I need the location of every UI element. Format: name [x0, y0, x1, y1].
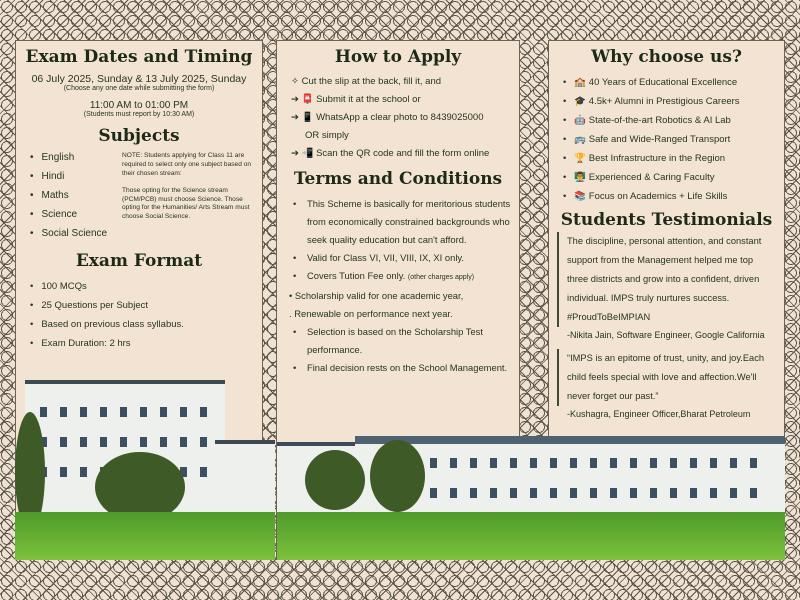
apply-step: ➔ 📲 Scan the QR code and fill the form online	[291, 148, 490, 159]
exam-time: 11:00 AM to 01:00 PM	[89, 100, 189, 111]
subject-item: • Science	[24, 209, 102, 228]
time-note: (Students must report by 10:30 AM)	[83, 111, 195, 118]
apply-step: ➔ 📱 WhatsApp a clear photo to 8439025000	[291, 112, 484, 123]
exam-dates: 06 July 2025, Sunday & 13 July 2025, Sunday	[31, 73, 247, 85]
subjects-note-stream: Those opting for the Science stream (PCM/PCB) must choose Science. Those opting for the Humanities/ Arts Stream must choose Social Science.	[122, 186, 250, 221]
fee-note: (other charges apply)	[407, 274, 475, 281]
term-item: • This Scheme is basically for meritorious students from economically constrained backgrounds who seek quality education but can't afford.	[285, 195, 511, 249]
tree	[370, 440, 425, 512]
testimonial-author: -Nikita Jain, Software Engineer, Google California	[567, 330, 765, 340]
format-item: • 100 MCQs	[24, 277, 254, 296]
apply-step: OR simply	[305, 130, 349, 141]
testimonial-quote: “IMPS is an epitome of trust, unity, and joy.Each child feels special with love and affection.We'll never forget our past.”	[557, 349, 776, 406]
subject-item: • Maths	[24, 190, 102, 209]
why-item: • 🚌 Safe and Wide-Ranged Transport	[557, 130, 776, 149]
school-building-photo-left	[15, 372, 275, 560]
lawn	[15, 512, 275, 560]
term-item: • Selection is based on the Scholarship Test performance.	[285, 323, 511, 359]
term-item: • Valid for Class VI, VII, VIII, IX, XI only.	[285, 249, 511, 267]
term-item	[285, 267, 511, 287]
why-title: Why choose us?	[591, 47, 742, 67]
subject-item: • Social Science	[24, 228, 102, 247]
tree	[305, 450, 365, 510]
windows	[40, 437, 220, 447]
subject-item: • Hindi	[24, 171, 102, 190]
subject-item: • English	[24, 152, 102, 171]
apply-step: ✧ Cut the slip at the back, fill it, and	[291, 76, 442, 87]
why-item: • 👨‍🏫 Experienced & Caring Faculty	[557, 168, 776, 187]
format-title: Exam Format	[75, 251, 203, 271]
format-item: • Exam Duration: 2 hrs	[24, 334, 254, 353]
building-middle	[215, 440, 275, 520]
term-text: Covers Tution Fee only.	[307, 270, 406, 281]
windows	[410, 488, 760, 498]
why-item: • 🎓 4.5k+ Alumni in Prestigious Careers	[557, 92, 776, 111]
school-building-photo-right	[277, 436, 785, 560]
format-item: • Based on previous class syllabus.	[24, 315, 254, 334]
apply-step: ➔ 📮 Submit it at the school or	[291, 94, 421, 105]
subjects-title: Subjects	[98, 126, 180, 146]
why-item: • 🏆 Best Infrastructure in the Region	[557, 149, 776, 168]
format-item: • 25 Questions per Subject	[24, 296, 254, 315]
lawn	[277, 512, 785, 560]
why-item: • 🤖 State-of-the-art Robotics & AI Lab	[557, 111, 776, 130]
windows	[40, 407, 220, 417]
exam-title: Exam Dates and Timing	[25, 47, 253, 67]
why-item: • 🏫 40 Years of Educational Excellence	[557, 73, 776, 92]
subjects-list	[24, 152, 108, 247]
terms-title: Terms and Conditions	[293, 169, 503, 189]
term-item: • Scholarship valid for one academic year,	[289, 290, 464, 301]
term-item: • Final decision rests on the School Management.	[285, 359, 511, 377]
why-item: • 📚 Focus on Academics + Life Skills	[557, 187, 776, 206]
subjects-note: NOTE: Students applying for Class 11 are required to select only one subject based on their chosen stream:	[122, 152, 252, 177]
testimonial-author: -Kushagra, Engineer Officer,Bharat Petroleum	[567, 409, 751, 419]
term-item: . Renewable on performance next year.	[289, 308, 453, 319]
apply-title: How to Apply	[334, 47, 462, 67]
testimonial-quote: The discipline, personal attention, and constant support from the Management helped me top three districts and grow into a confident, driven individual. IMPS truly nurtures success. #ProudToBeIMPIAN	[557, 232, 776, 327]
windows	[410, 458, 760, 468]
date-note: (Choose any one date while submitting the form)	[63, 85, 215, 92]
testimonials-title: Students Testimonials	[560, 210, 773, 230]
